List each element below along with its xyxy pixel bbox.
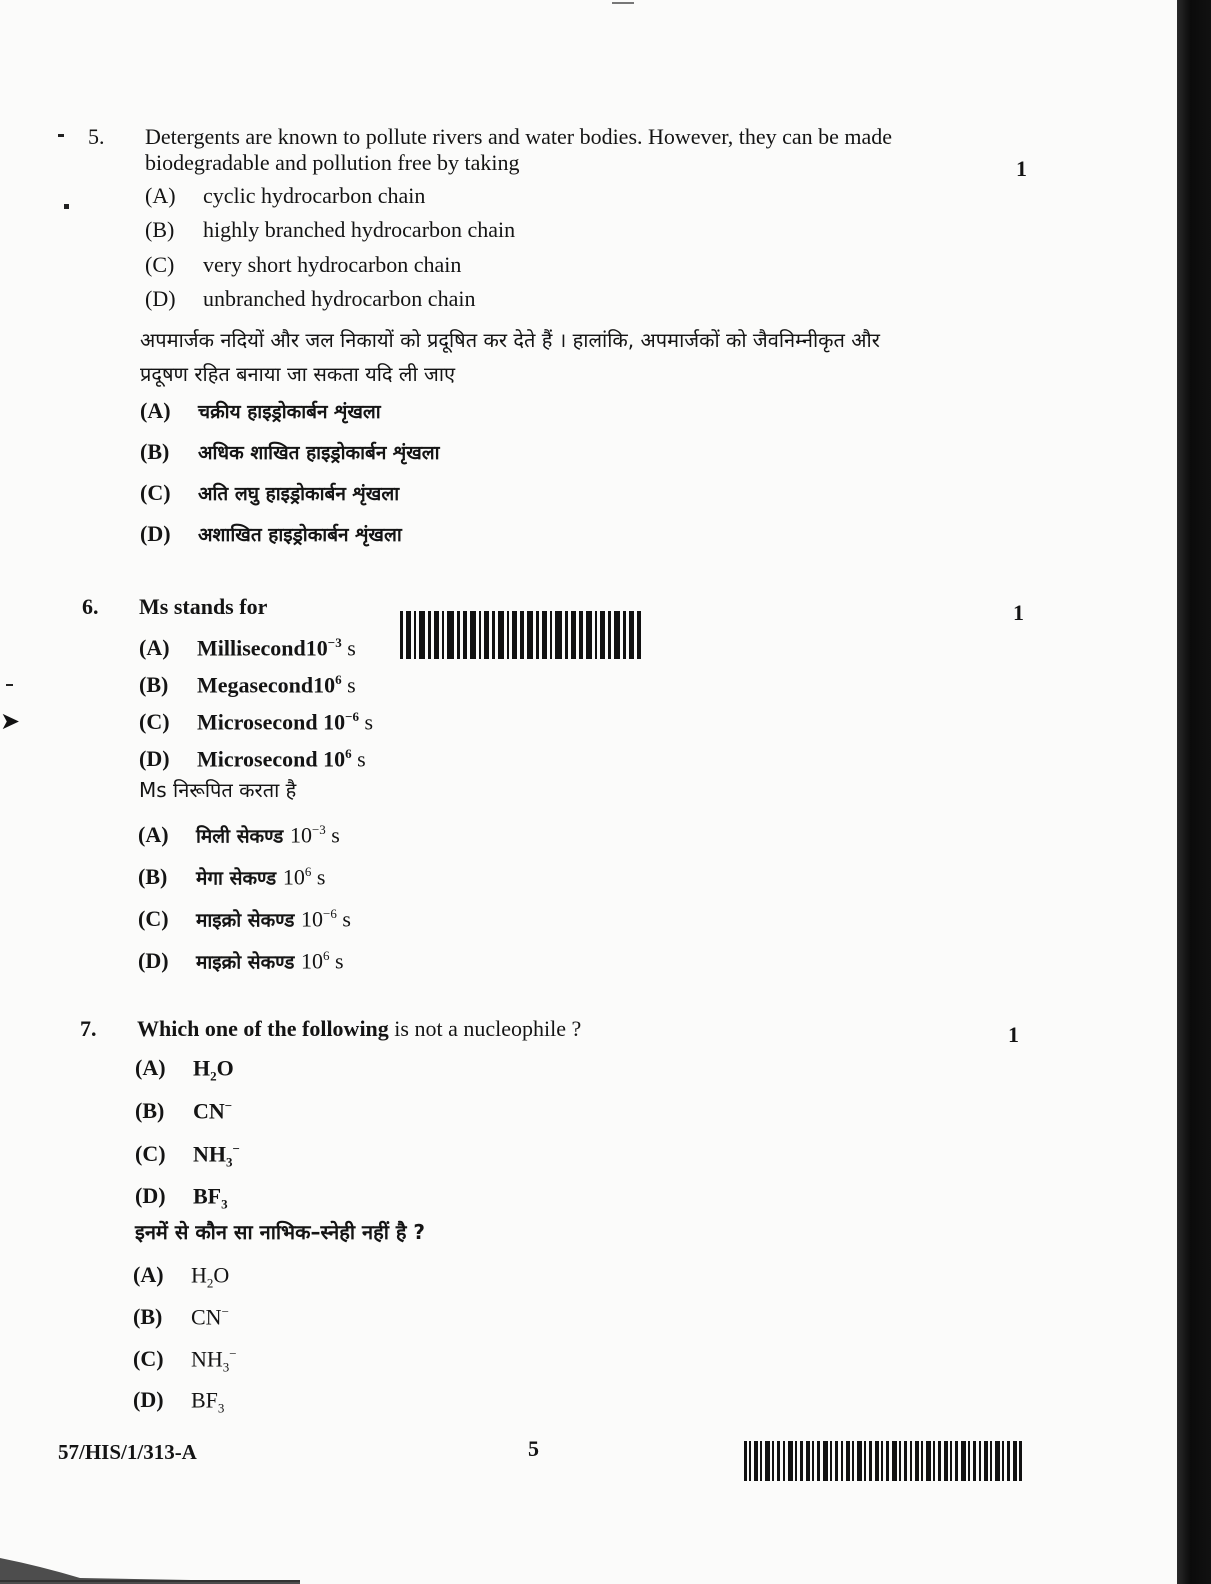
option-c-hi [133,1339,237,1375]
formula-base: BF [191,1387,218,1413]
option-b-en [145,215,515,245]
option-a-hi [133,1255,230,1291]
option-label: (C) [138,906,169,932]
formula-base: CN [191,1304,222,1330]
option-exponent: 6 [304,864,312,879]
option-text: माइक्रो सेकण्ड [196,909,301,932]
margin-dot [58,134,64,137]
option-label: (A) [140,398,171,423]
option-label: (A) [145,183,176,208]
option-unit: s [329,948,344,974]
formula-base: NH [191,1346,223,1372]
option-label: (A) [138,822,169,848]
option-label: (B) [145,217,175,242]
option-text: very short hydrocarbon chain [203,252,462,277]
option-label: (A) [133,1262,164,1288]
option-d-en [139,739,366,772]
option-label: (C) [139,709,170,735]
question-text-en [137,1016,581,1042]
option-b-en [135,1091,233,1124]
option-d-en [145,284,475,314]
option-unit: s [341,635,356,661]
option-text: मेगा सेकण्ड [196,867,283,890]
option-label: (A) [139,635,170,661]
option-c-en [145,250,461,280]
option-text: अति लघु हाइड्रोकार्बन शृंखला [198,483,400,505]
option-exponent: 6 [345,746,352,761]
question-number: 7. [80,1016,97,1041]
option-label: (C) [135,1141,166,1167]
scan-edge-shadow [1177,0,1211,1584]
formula-base: H [191,1262,207,1288]
option-label: (D) [140,521,171,546]
option-exponent: 6 [335,672,342,687]
option-label: (C) [145,252,175,277]
option-a-en [135,1048,234,1084]
option-text: Millisecond10 [197,635,328,661]
option-label: (B) [133,1304,163,1330]
option-text: अधिक शाखित हाइड्रोकार्बन शृंखला [198,442,440,464]
option-label: (B) [138,864,168,890]
question-text-hi: Ms निरूपित करता है [139,778,297,802]
option-c-en [139,702,374,735]
option-base: 10 [289,822,312,848]
option-b-hi [138,855,325,889]
option-d-hi [140,517,402,551]
option-text: माइक्रो सेकण्ड [196,951,301,974]
scan-bottom-smudge [0,1548,300,1584]
formula-subscript: 2 [206,1275,214,1291]
option-a-en [145,181,425,211]
barcode-mid [400,611,642,659]
barcode-footer [744,1441,1024,1481]
page-number: 5 [528,1436,539,1461]
formula-base: H [193,1055,211,1081]
formula-subscript: 3 [222,1359,230,1375]
formula-post: O [213,1262,230,1288]
question-text-line: Detergents are known to pollute rivers and water bodies. However, they can be made [145,124,893,149]
option-label: (B) [135,1098,165,1124]
option-label: (D) [133,1387,164,1413]
option-d-en [135,1176,228,1212]
option-exponent: 6 [322,948,330,963]
question-number: 5. [88,124,105,149]
option-c-hi [138,897,351,931]
formula-subscript: 3 [221,1196,228,1212]
option-text: Microsecond 10 [197,709,346,735]
formula-charge: − [221,1304,229,1319]
question-text-hi: प्रदूषण रहित बनाया जा सकता यदि ली जाए [140,362,456,386]
paper-code: 57/HIS/1/313-A [58,1440,197,1464]
option-base: 10 [300,906,323,932]
option-c-en [135,1134,240,1170]
formula-base: CN [193,1098,225,1124]
option-c-hi [140,476,399,510]
formula-subscript: 2 [210,1068,217,1084]
formula-subscript: 3 [217,1400,225,1416]
option-label: (B) [139,672,169,698]
option-a-en [139,628,356,661]
option-label: (A) [135,1055,166,1081]
option-text: अशाखित हाइड्रोकार्बन शृंखला [198,524,402,546]
formula-charge: − [224,1098,233,1113]
option-text: चक्रीय हाइड्रोकार्बन शृंखला [198,401,381,423]
option-d-hi [133,1380,225,1416]
option-label: (C) [140,480,171,505]
question-marks: 1 [1016,156,1027,181]
option-b-hi [133,1297,229,1330]
option-label: (B) [140,439,170,464]
formula-post: O [216,1055,234,1081]
option-base: 10 [300,948,323,974]
question-text-hi: इनमें से कौन सा नाभिक–स्नेही नहीं है ? [135,1220,426,1244]
question-text-line: biodegradable and pollution free by taking [145,150,520,175]
option-exponent: −6 [322,906,337,921]
scan-top-mark [612,2,634,4]
margin-arrow-icon: ➤ [0,709,21,735]
option-unit: s [351,746,366,772]
option-text: मिली सेकण्ड [196,825,290,848]
question-text-en: Ms stands for [139,594,268,619]
option-unit: s [341,672,356,698]
option-a-hi [140,394,381,428]
option-label: (D) [138,948,169,974]
formula-subscript: 3 [226,1154,233,1170]
option-base: 10 [282,864,305,890]
question-text-hi: अपमार्जक नदियों और जल निकायों को प्रदूषित कर देते हैं । हालांकि, अपमार्जकों को जैवनिम्नीकृत और [140,328,880,352]
question-text-en [145,124,892,176]
formula-base: NH [193,1141,226,1167]
option-label: (D) [145,286,176,311]
option-unit: s [359,709,374,735]
option-d-hi [138,939,344,973]
option-text: highly branched hydrocarbon chain [203,217,516,242]
question-text-rest: is not a nucleophile ? [388,1016,582,1041]
margin-dot [64,204,69,209]
formula-charge: − [232,1141,240,1156]
margin-dot [6,684,13,686]
question-marks: 1 [1013,600,1024,625]
option-a-hi [138,813,340,847]
option-b-hi [140,435,440,469]
option-text: Microsecond 10 [197,746,346,772]
option-unit: s [311,864,326,890]
question-text-bold: Which one of the following [137,1016,389,1041]
option-text: cyclic hydrocarbon chain [203,183,426,208]
option-label: (D) [139,746,170,772]
formula-base: BF [193,1183,222,1209]
option-exponent: −3 [311,822,326,837]
question-marks: 1 [1008,1022,1019,1047]
option-text: Megasecond10 [197,672,336,698]
option-label: (D) [135,1183,166,1209]
option-exponent: −3 [327,635,342,650]
option-unit: s [336,906,351,932]
option-unit: s [325,822,340,848]
formula-charge: − [229,1346,237,1361]
option-text: unbranched hydrocarbon chain [203,286,476,311]
option-exponent: −6 [345,709,359,724]
option-label: (C) [133,1346,164,1372]
option-b-en [139,665,356,698]
question-number: 6. [82,594,99,619]
